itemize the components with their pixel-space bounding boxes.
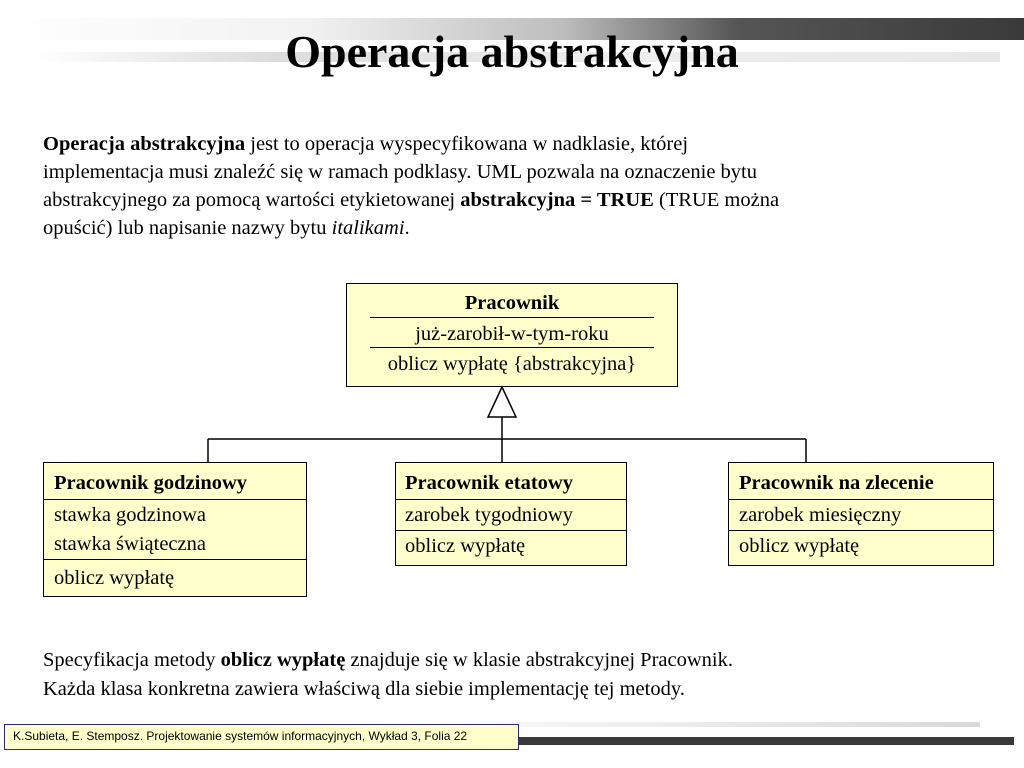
slide-title: Operacja abstrakcyjna [285,26,739,77]
class-pracownik-operation: oblicz wypłatę {abstrakcyjna} [387,353,637,375]
method-name: oblicz wypłatę [220,649,346,671]
class-etatowy-name: Pracownik etatowy [405,472,573,494]
conclusion-line-2: Każda klasa konkretna zawiera właściwą dla siebie implementację tej metody. [43,678,685,700]
conclusion-line-1 [43,646,733,675]
class-pracownik-sep-1 [370,317,654,318]
class-etatowy-sep-1 [395,499,627,500]
tagged-value: abstrakcyjna = TRUE [460,189,654,211]
class-godzinowy-attribute-1: stawka godzinowa [54,504,206,526]
class-godzinowy-operation: oblicz wypłatę [54,567,175,589]
footer-decoration-line [519,737,1014,745]
class-godzinowy-attribute-2: stawka świąteczna [54,533,206,555]
class-etatowy-sep-2 [395,530,627,531]
intro-paragraph [43,130,993,242]
italic-word: italikami [331,217,405,239]
class-zlecenie-attribute: zarobek miesięczny [739,504,902,526]
class-pracownik-sep-2 [370,347,654,348]
class-etatowy-attribute: zarobek tygodniowy [405,504,573,526]
intro-line-1 [43,130,993,158]
class-zlecenie-sep-2 [728,530,994,531]
class-godzinowy-sep-1 [43,499,307,500]
intro-line-2: implementacja musi znaleźć się w ramach podklasy. UML pozwala na oznaczenie bytu [43,161,757,183]
class-zlecenie-name: Pracownik na zlecenie [739,472,934,494]
footer-citation: K.Subieta, E. Stemposz. Projektowanie systemów informacyjnych, Wykład 3, Folia 22 [4,724,519,750]
intro-line-4-pre: opuścić) lub napisanie nazwy bytu [43,217,332,239]
conclusion-line-1-post: znajduje się w klasie abstrakcyjnej Pracownik. [345,649,733,671]
intro-term: Operacja abstrakcyjna [43,133,246,155]
conclusion-line-1-pre: Specyfikacja metody [43,649,221,671]
intro-line-4 [43,214,993,242]
generalization-arrow [488,387,516,417]
intro-line-3-pre: abstrakcyjnego za pomocą wartości etykietowanej [43,189,461,211]
conclusion-paragraph [43,646,733,704]
intro-line-1-text: jest to operacja wyspecyfikowana w nadklasie, której [245,133,689,155]
intro-line-4-post: . [404,217,410,239]
class-pracownik-attribute: już-zarobił-w-tym-roku [415,323,609,345]
intro-line-3 [43,186,993,214]
intro-line-3-post: (TRUE można [653,189,780,211]
class-zlecenie-operation: oblicz wypłatę [739,535,860,557]
class-godzinowy-name: Pracownik godzinowy [54,472,248,494]
class-pracownik-name: Pracownik [464,292,560,314]
class-zlecenie-sep-1 [728,499,994,500]
class-godzinowy-sep-2 [43,559,307,560]
class-etatowy-operation: oblicz wypłatę [405,535,526,557]
